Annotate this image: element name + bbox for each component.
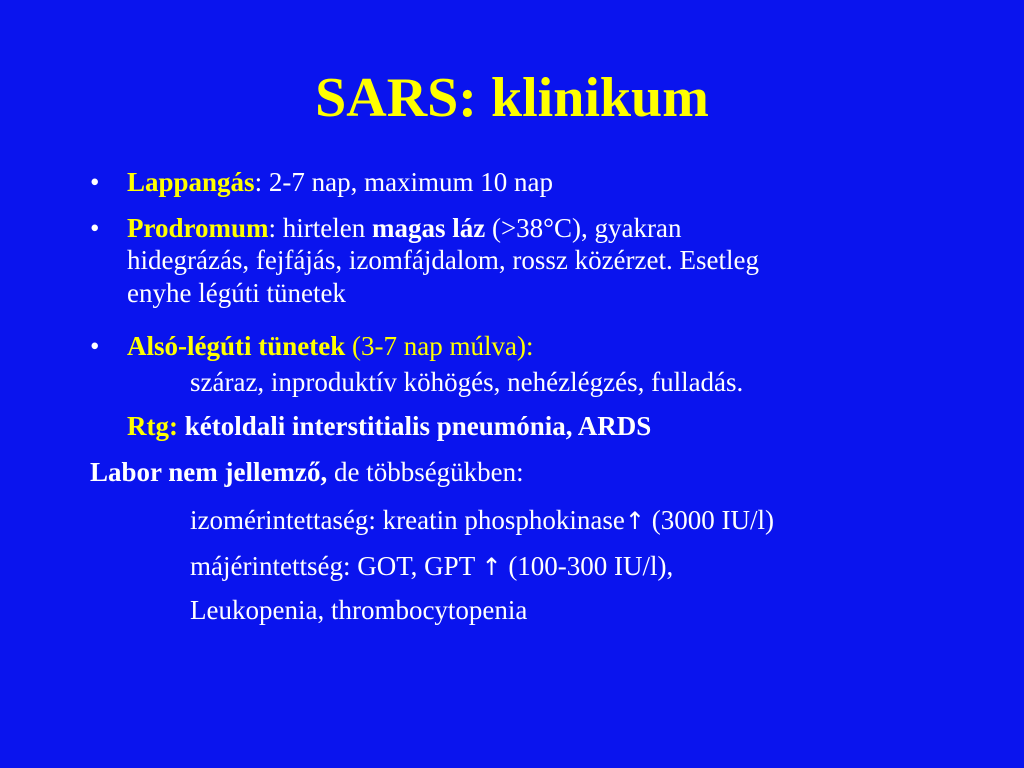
labor-heading: Labor nem jellemző, <box>90 457 328 487</box>
item-line: enyhe légúti tünetek <box>127 277 346 308</box>
labor-detail-text: májérintettség: GOT, GPT <box>190 551 482 581</box>
list-item-also-leguti <box>127 330 957 362</box>
sub-line: száraz, inproduktív köhögés, nehézlégzés, fulladás. <box>190 367 744 397</box>
up-arrow-icon: ↑ <box>481 553 502 581</box>
rtg-text: kétoldali interstitialis pneumónia, ARDS <box>177 411 652 441</box>
item-text: hirtelen <box>276 213 372 243</box>
labor-detail-line <box>190 504 774 536</box>
labor-detail-text: izomérintettaség: kreatin phosphokinase <box>190 505 625 535</box>
item-separator: : <box>268 213 277 243</box>
item-line: hidegrázás, fejfájás, izomfájdalom, rossz közérzet. Esetleg <box>127 245 759 276</box>
rtg-line <box>127 410 957 442</box>
up-arrow-icon: ↑ <box>624 507 645 535</box>
labor-line <box>90 456 524 488</box>
bullet-marker: • <box>90 213 100 243</box>
rtg-label: Rtg: <box>127 411 178 441</box>
bullet-marker: • <box>90 167 100 197</box>
item-text: (3-7 nap múlva): <box>345 331 534 361</box>
bullet-marker: • <box>90 331 100 361</box>
list-item-prodromum <box>127 212 957 309</box>
item-line <box>127 212 957 244</box>
item-separator: : <box>254 167 263 197</box>
item-label: Alsó-légúti tünetek <box>127 331 346 361</box>
labor-detail-text: (3000 IU/l) <box>644 505 774 535</box>
labor-detail-line <box>190 550 673 582</box>
slide-title: SARS: klinikum <box>315 67 709 129</box>
item-label: Lappangás <box>127 167 255 197</box>
list-item-lappangas <box>127 166 957 198</box>
labor-detail-text: (100-300 IU/l), <box>501 551 674 581</box>
labor-detail-line <box>190 594 527 626</box>
labor-text: de többségükben: <box>327 457 524 487</box>
labor-detail-text: Leukopenia, thrombocytopenia <box>190 595 528 625</box>
item-emphasis: magas láz <box>371 213 486 243</box>
item-text: (>38°C), gyakran <box>485 213 682 243</box>
item-text: 2-7 nap, maximum 10 nap <box>262 167 554 197</box>
item-label: Prodromum <box>127 213 269 243</box>
